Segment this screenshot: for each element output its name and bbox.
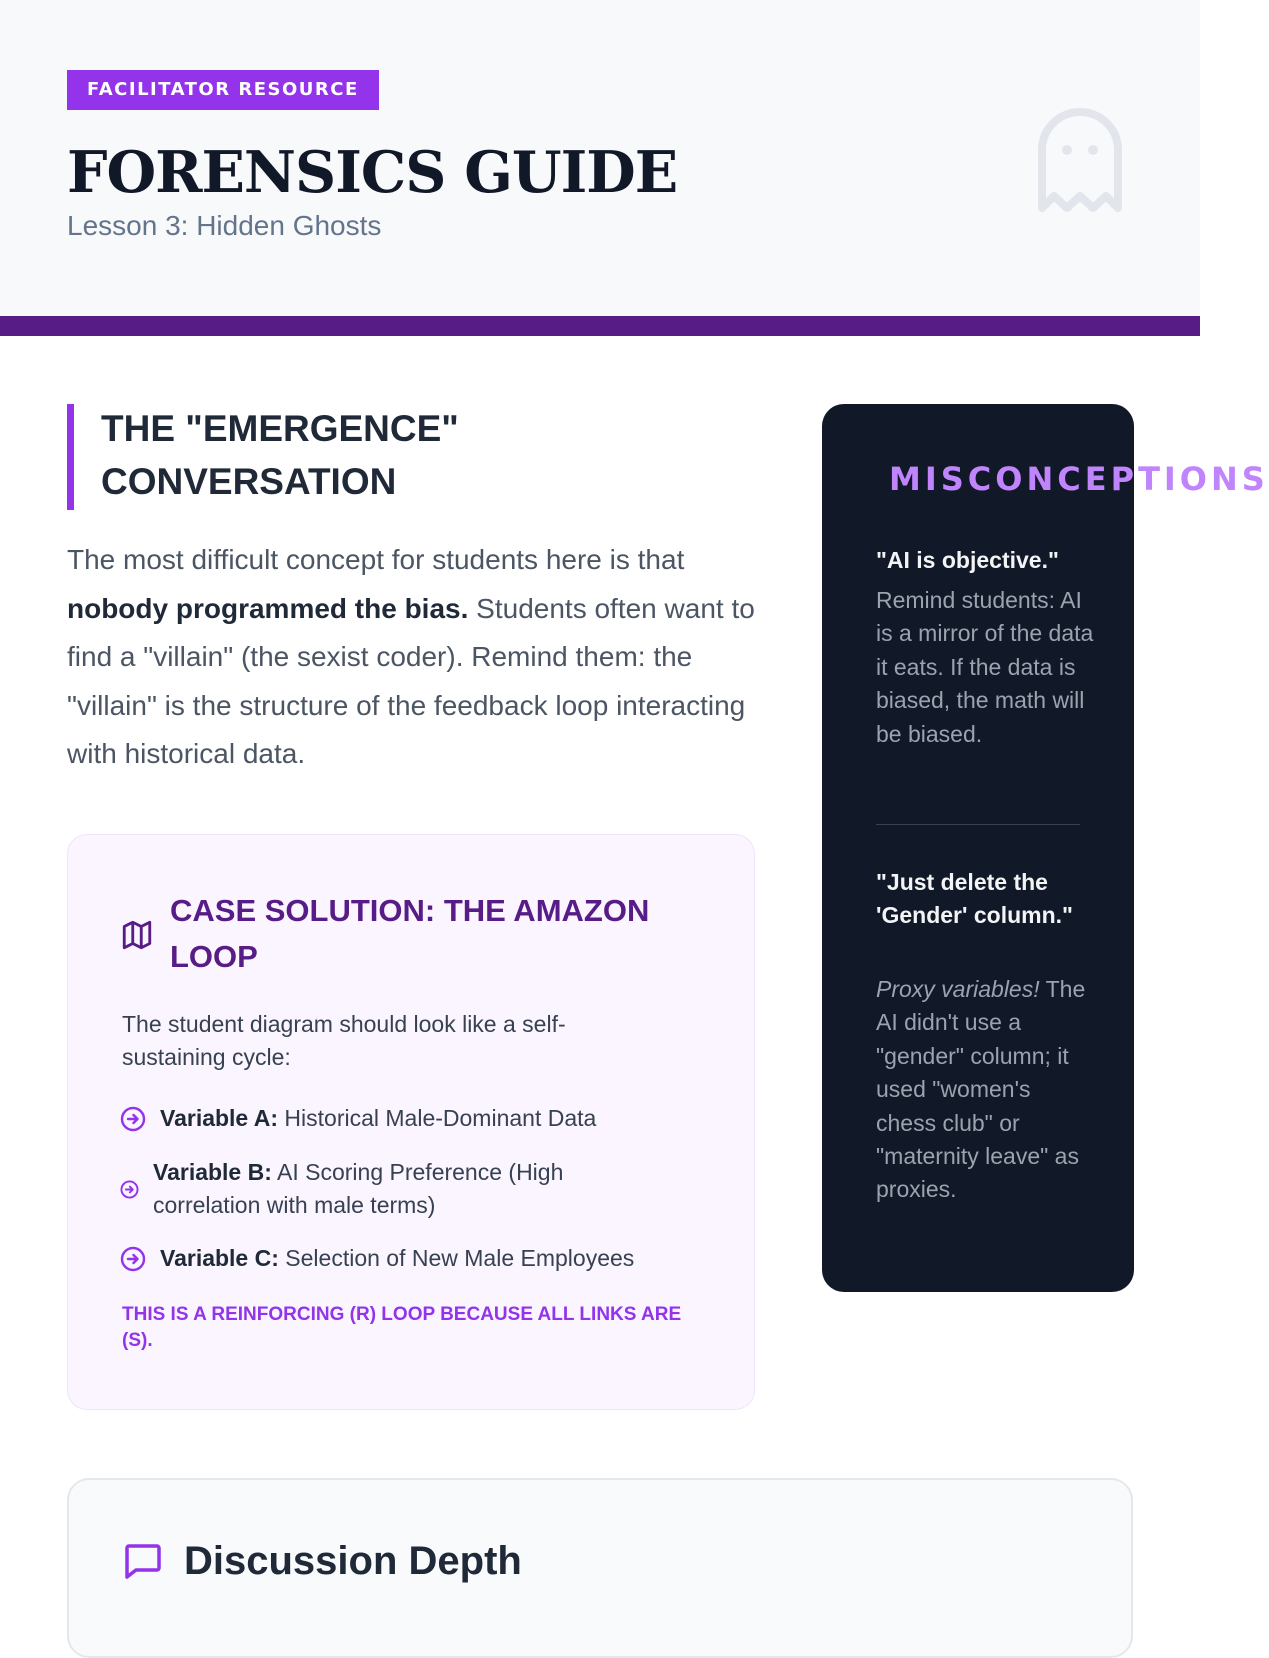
- discussion-depth-title: Discussion Depth: [184, 1539, 522, 1583]
- variable-a-item: [120, 1102, 720, 1135]
- section-accent-bar: [67, 404, 74, 510]
- variable-a-text: [160, 1102, 596, 1135]
- header-divider: [0, 316, 1200, 336]
- page-subtitle: Lesson 3: Hidden Ghosts: [67, 210, 382, 241]
- emergence-intro: [67, 536, 767, 779]
- resource-badge: FACILITATOR RESOURCE: [67, 70, 379, 110]
- variable-b-item: [120, 1156, 620, 1222]
- misconception-2-body: [876, 973, 1096, 1207]
- misconceptions-divider: [876, 824, 1080, 825]
- proxy-variables-emphasis: Proxy variables!: [876, 976, 1040, 1002]
- misconception-2-body-text: The AI didn't use a "gender" column; it used "women's chess club" or "maternity leave" as proxies.: [876, 976, 1086, 1203]
- case-solution-title: CASE SOLUTION: THE AMAZON LOOP: [170, 893, 650, 974]
- variable-b-text: [153, 1156, 620, 1222]
- arrow-circle-icon: [120, 1180, 139, 1199]
- variable-b-value: AI Scoring Preference (High correlation with male terms): [153, 1159, 564, 1218]
- reinforcing-loop-note: THIS IS A REINFORCING (R) LOOP BECAUSE ALL LINKS ARE (S).: [122, 1304, 682, 1351]
- variable-a-label: Variable A:: [160, 1105, 279, 1131]
- variable-b-label: Variable B:: [153, 1159, 272, 1185]
- variable-c-label: Variable C:: [160, 1245, 279, 1271]
- misconceptions-label: MISCONCEPTIONS: [889, 460, 1269, 498]
- misconception-1-quote: "AI is objective.": [876, 547, 1059, 573]
- misconception-2-quote: "Just delete the 'Gender' column.": [876, 869, 1073, 928]
- chat-bubble-icon: [123, 1542, 163, 1580]
- intro-text-start: The most difficult concept for students here is that: [67, 544, 685, 575]
- variable-c-item: [120, 1242, 720, 1275]
- variable-a-value: Historical Male-Dominant Data: [278, 1105, 597, 1131]
- emergence-section-title: THE "EMERGENCE" CONVERSATION: [101, 408, 459, 502]
- ghost-icon: [1036, 108, 1124, 212]
- case-solution-description: The student diagram should look like a self-sustaining cycle:: [122, 1011, 566, 1070]
- intro-emphasis: nobody programmed the bias.: [67, 592, 469, 624]
- variable-c-value: Selection of New Male Employees: [278, 1245, 635, 1271]
- arrow-circle-icon: [120, 1246, 146, 1272]
- misconception-1-body: Remind students: AI is a mirror of the data it eats. If the data is biased, the math will be biased.: [876, 587, 1094, 747]
- map-icon: [120, 918, 154, 952]
- page-title: FORENSICS GUIDE: [67, 139, 678, 206]
- intro-text-end: Students often want to find a "villain" (the sexist coder). Remind them: the "villain" is the structure of the feedback loop interacting with historical data.: [67, 592, 755, 769]
- variable-c-text: [160, 1242, 634, 1275]
- arrow-circle-icon: [120, 1106, 146, 1132]
